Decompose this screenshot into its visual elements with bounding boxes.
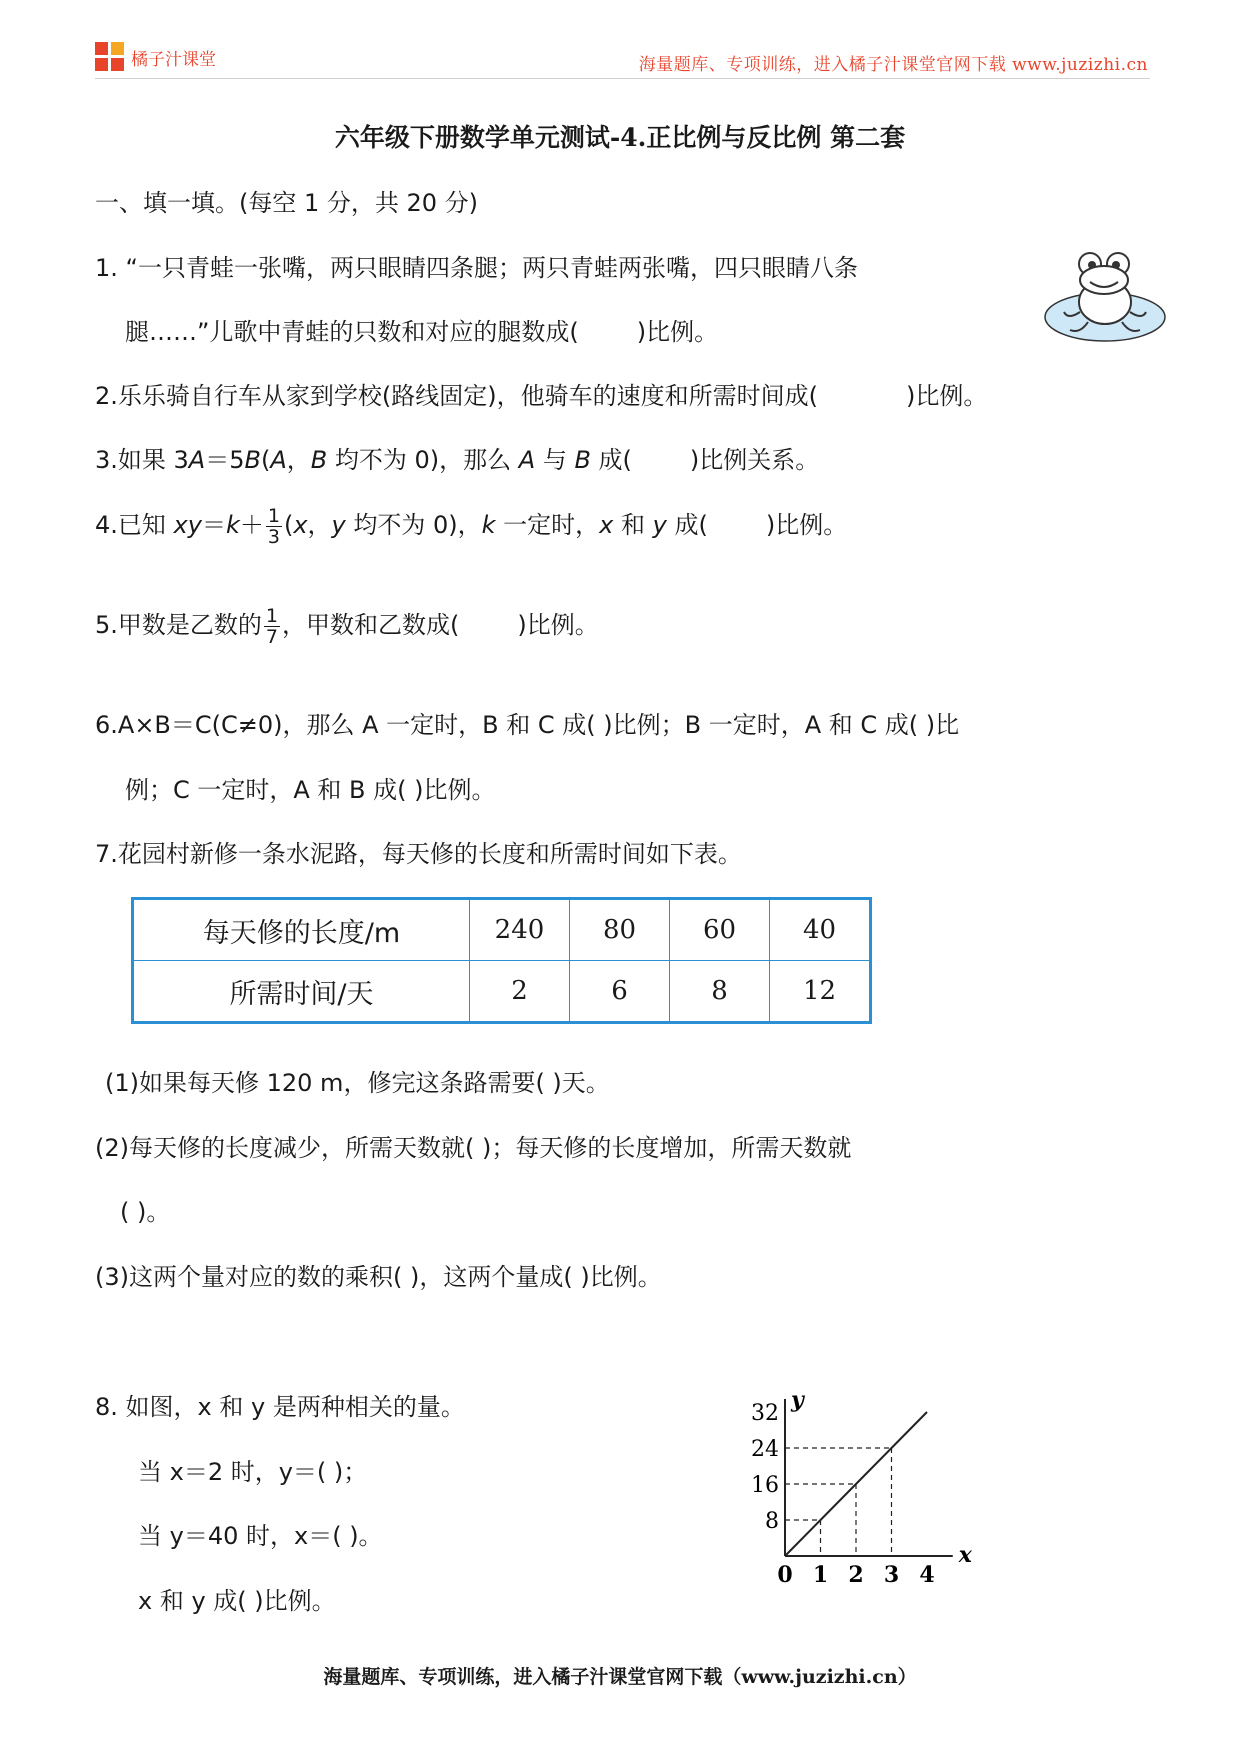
q8-intro: 8. 如图，x 和 y 是两种相关的量。 xyxy=(95,1393,465,1421)
q1-line1: 1. “一只青蛙一张嘴，两只眼睛四条腿；两只青蛙两张嘴，四只眼睛八条 xyxy=(95,254,858,282)
q1-line2: 腿……”儿歌中青蛙的只数和对应的腿数成( )比例。 xyxy=(125,318,719,346)
section-heading: 一、填一填。(每空 1 分，共 20 分) xyxy=(95,189,479,217)
q7-intro: 7.花园村新修一条水泥路，每天修的长度和所需时间如下表。 xyxy=(95,840,742,868)
table-row xyxy=(133,961,871,1023)
logo-icon xyxy=(95,42,125,72)
q8-graph xyxy=(745,1380,985,1600)
q7-sub2-line2: ( )。 xyxy=(120,1198,171,1226)
table-row xyxy=(133,899,871,961)
table-row-header: 所需时间/天 xyxy=(133,961,470,1023)
q4-fraction: $\frac{1}{3}$ xyxy=(267,504,280,548)
header-divider xyxy=(95,78,1150,79)
y-tick-label: 32 xyxy=(751,1401,779,1426)
brand-logo xyxy=(95,42,216,72)
q3-line: 3.如果 3A＝5B(A，B 均不为 0)，那么 A 与 B 成( )比例关系。 xyxy=(95,446,820,474)
x-tick-label: 4 xyxy=(919,1562,935,1588)
frog-illustration xyxy=(1040,242,1170,347)
logo-text: 橘子汁课堂 xyxy=(131,49,216,70)
q7-sub3: (3)这两个量对应的数的乘积( )，这两个量成( )比例。 xyxy=(95,1263,662,1291)
x-tick-label: 3 xyxy=(883,1562,900,1588)
page-title: 六年级下册数学单元测试-4.正比例与反比例 第二套 xyxy=(334,123,906,152)
q7-sub2-line1: (2)每天修的长度减少，所需天数就( )；每天修的长度增加，所需天数就 xyxy=(95,1134,852,1162)
table-cell: 80 xyxy=(570,899,670,961)
q5-line: 5.甲数是乙数的 $\frac{1}{7}$ ，甲数和乙数成( )比例。 xyxy=(95,604,599,648)
y-tick-label: 16 xyxy=(751,1473,779,1498)
x-axis-label: x xyxy=(958,1542,972,1568)
q4-line: 4.已知 xy＝k＋ $\frac{1}{3}$ (x，y 均不为 0)，k 一定时，x 和 y 成( )比例。 xyxy=(95,504,848,548)
x-tick-label: 1 xyxy=(812,1562,829,1588)
table-cell: 40 xyxy=(770,899,871,961)
q8-line1: 当 x＝2 时，y＝( )； xyxy=(138,1458,368,1486)
x-tick-label: 2 xyxy=(848,1562,864,1588)
header-slogan: 海量题库、专项训练，进入橘子汁课堂官网下载 www.juzizhi.cn xyxy=(638,55,1148,75)
y-tick-label: 8 xyxy=(765,1509,779,1534)
table-cell: 6 xyxy=(570,961,670,1023)
q7-table xyxy=(131,897,872,1024)
q6-line1: 6.A×B＝C(C≠0)，那么 A 一定时，B 和 C 成( )比例；B 一定时，A 和 C 成( )比 xyxy=(95,711,960,739)
footer-text: 海量题库、专项训练，进入橘子汁课堂官网下载（www.juzizhi.cn） xyxy=(323,1666,917,1688)
q8-line3: x 和 y 成( )比例。 xyxy=(138,1587,336,1615)
table-row-header: 每天修的长度/m xyxy=(133,899,470,961)
table-cell: 60 xyxy=(670,899,770,961)
q8-line2: 当 y＝40 时，x＝( )。 xyxy=(138,1522,383,1550)
table-cell: 240 xyxy=(470,899,570,961)
q7-sub1: (1)如果每天修 120 m，修完这条路需要( )天。 xyxy=(105,1069,610,1097)
y-tick-label: 24 xyxy=(751,1437,779,1462)
y-axis-label: y xyxy=(791,1387,804,1413)
x-tick-label: 0 xyxy=(777,1562,793,1588)
table-cell: 8 xyxy=(670,961,770,1023)
q6-line2: 例；C 一定时，A 和 B 成( )比例。 xyxy=(125,776,496,804)
q2-line: 2.乐乐骑自行车从家到学校(路线固定)，他骑车的速度和所需时间成( )比例。 xyxy=(95,382,988,410)
table-cell: 12 xyxy=(770,961,871,1023)
table-cell: 2 xyxy=(470,961,570,1023)
q5-fraction: $\frac{1}{7}$ xyxy=(265,604,278,648)
